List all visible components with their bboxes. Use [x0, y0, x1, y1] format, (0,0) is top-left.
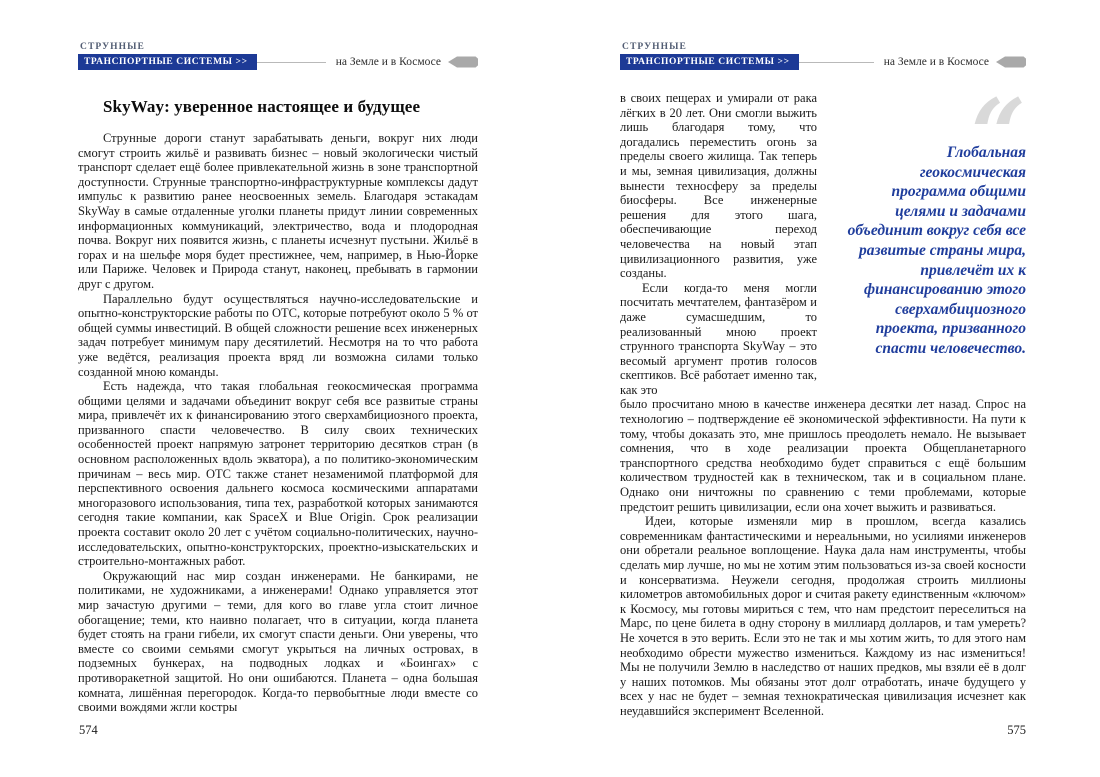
paragraph: Идеи, которые изменяли мир в прошлом, всегда казались современникам фантастическими и нереальными, но усилиями инженеров они обретали реальное воплощение. Наука дала нам инструменты, чтобы сделать мир лучше, но мы не хотим этим пользоваться из-за своей косности и консерватизма. Неужели сегодня, продолжая строить миллионы километров автомобильных дорог и считая ракету единственным «ключом» к Космосу, мы готовы мириться с тем, что нам предстоит переселиться на Марс, по цене билета в одну сторону в миллиард долларов, и там умереть? Не хочется в это верить. Если это не так и мы хотим жить, то для этого нам необходимо обрести мужество измениться. Каждому из нас измениться! Мы не получили Землю в наследство от наших предков, мы взяли её в долг у наших потомков. Мы обязаны этот долг отработать, иначе будущего у всех у нас не будет – земная технократическая цивилизация исчезнет как неудавшийся эксперимент Вселенной.	[620, 514, 1026, 718]
header-rule	[799, 62, 874, 63]
paragraph: было просчитано мною в качестве инженера десятки лет назад. Спрос на технологию – подтверждение её экономической эффективности. На пути к тому, чтобы доказать это, мне пришлось преодолеть немало. Не вызывает сомнения, что в ходе реализации проекта Общепланетарного транспортного средства необходимо будет справиться с ещё большим количеством трудностей как в техническом, так и в социальном плане. Однако они ничтожны по сравнению с теми проблемами, которые предстоит решить цивилизации, если она хочет выжить и развиваться.	[620, 397, 1026, 514]
two-column-section	[620, 91, 1026, 397]
pull-quote-column	[845, 91, 1026, 359]
header-row	[78, 54, 478, 70]
header-tagline: на Земле и в Космосе	[335, 56, 441, 68]
paragraph: Есть надежда, что такая глобальная геокосмическая программа общими целями и задачами объединит вокруг себя все развитые страны мира, привлечёт их к финансированию этого сверхамбициозного проекта, призванного спасти человечество. В силу своих технических особенностей проект напрямую затронет территорию десятков стран (в основном расположенных вдоль экватора), а по политико-экономическим причинам – весь мир. ОТС также станет незаменимой платформой для перспективного освоения дальнего космоса космическими аппаратами многоразового использования, типа тех, разработкой которых занимаются сегодня такие компании, как SpaceX и Blue Origin. Срок реализации проекта составит около 20 лет с учётом социально-политических, научно-исследовательских, опытно-конструкторских, проектно-изыскательских и строительно-монтажных работ.	[78, 379, 478, 569]
page-header	[78, 42, 478, 70]
header-rule	[257, 62, 326, 63]
brand-box-label: ТРАНСПОРТНЫЕ СИСТЕМЫ >>	[620, 54, 799, 70]
article-title: SkyWay: уверенное настоящее и будущее	[103, 97, 421, 116]
paragraph: Окружающий нас мир создан инженерами. Не банкирами, не политиками, не художниками, а инженерами! Однако управляется этот мир зачастую другими – теми, для кого во главе угла стоит личное обогащение; теми, кто наивно полагает, что в ситуации, когда планета будет стоять на грани гибели, их смогут спасти деньги. Они уверены, что вместе со своими семьями смогут укрыться на личных островах, в подземных бункерах, на подводных лодках и «Боингах» с противоракетной защитой. Но они ошибаются. Планета – одна большая комната, лишённая перегородок. Когда-то первобытные люди вместе со своими вождями жгли костры	[78, 568, 478, 715]
quotation-mark-icon	[845, 91, 1026, 141]
page-575	[620, 42, 1026, 738]
left-arrow-icon	[448, 56, 478, 68]
pull-quote-text: Глобальная геокосмическая программа общими целями и задачами объединит вокруг себя все развитые страны мира, привлечёт их к финансированию этого сверхамбициозного проекта, призванного спасти человечество.	[847, 144, 1026, 357]
page-number: 574	[79, 723, 98, 737]
paragraph: Струнные дороги станут зарабатывать деньги, вокруг них люди смогут строить жильё и развивать бизнес – новый экологически чистый транспорт сделает ещё более привлекательной жизнь в зоне транспортной доступности. Струнные транспортно-инфраструктурные комплексы дадут импульс к развитию ранее неосвоенных земель. Благодаря эстакадам SkyWay в самые отдаленные уголки планеты придут линии современных информационных коммуникаций, электричество, вода и плодородная почва. Вокруг них появится жизнь, с планеты исчезнут пустыни. Жильё в горах и на шельфе моря будет престижнее, чем, например, в Нью-Йорке или Париже. Человек и Природа станут, наконец, пребывать в гармонии друг с другом.	[78, 131, 478, 291]
brand-top-label: СТРУННЫЕ	[622, 42, 687, 52]
page-number: 575	[1007, 723, 1026, 737]
paragraph: Если когда-то меня могли посчитать мечтателем, фантазёром и даже сумасшедшим, то реализованный мною проект струнного транспорта SkyWay – это весомый аргумент против голосов скептиков. Всё работает именно так, как это	[620, 280, 817, 397]
header-row	[620, 54, 1026, 70]
brand-box-label: ТРАНСПОРТНЫЕ СИСТЕМЫ >>	[78, 54, 257, 70]
body-column	[620, 91, 817, 397]
full-width-section	[620, 397, 1026, 718]
paragraph: Параллельно будут осуществляться научно-исследовательские и опытно-конструкторские работы по ОТС, которые потребуют около 5 % от общей суммы инвестиций. В общей сложности решение всех инженерных задач потребует минимум пару десятилетий. Несмотря на то что работа уже ведётся, реализация проекта вряд ли возможна силами только созданной мною команды.	[78, 291, 478, 379]
page-574	[78, 42, 478, 738]
paragraph: в своих пещерах и умирали от рака лёгких в 20 лет. Они смогли выжить лишь благодаря тому, что догадались переместить огонь за пределы своего жилища. Так теперь и мы, земная цивилизация, должны вынести техносферу за пределы биосферы. Все инженерные решения для этого шага, обеспечивающие переход человечества на новый этап цивилизационного развития, уже созданы.	[620, 91, 817, 281]
page-header	[620, 42, 1026, 70]
header-tagline: на Земле и в Космосе	[883, 56, 989, 68]
brand-top-label: СТРУННЫЕ	[80, 42, 145, 52]
left-arrow-icon	[996, 56, 1026, 68]
